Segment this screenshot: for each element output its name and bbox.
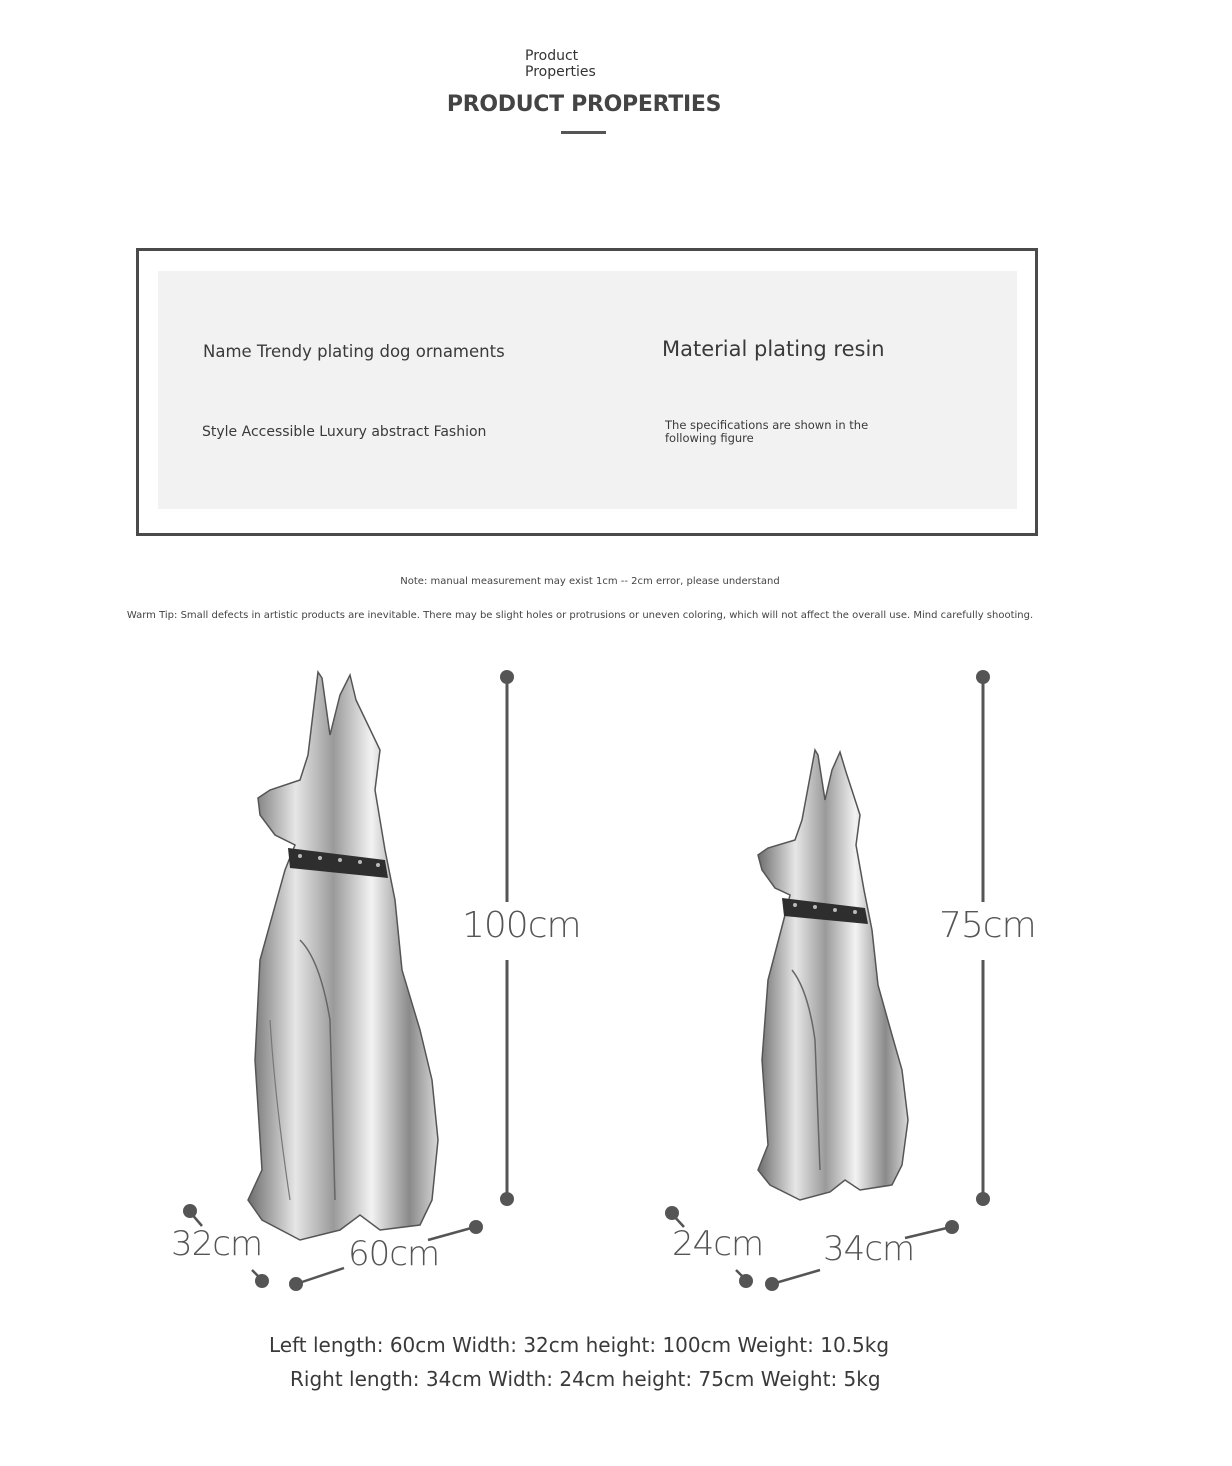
properties-panel — [158, 271, 1017, 509]
left-dog-statue — [248, 672, 438, 1240]
left-width-label: 32cm — [171, 1224, 263, 1264]
right-length-label: 34cm — [823, 1229, 915, 1269]
property-style: Style Accessible Luxury abstract Fashion — [202, 424, 487, 440]
property-name: Name Trendy plating dog ornaments — [203, 342, 505, 361]
page-title: PRODUCT PROPERTIES — [446, 92, 722, 117]
right-width-label: 24cm — [672, 1224, 764, 1264]
warm-tip: Warm Tip: Small defects in artistic products are inevitable. There may be slight holes or protrusions or uneven coloring, which will not affect the overall use. Mind carefully shooting. — [126, 610, 1034, 621]
small-title: Product Properties — [525, 48, 596, 80]
measurement-note: Note: manual measurement may exist 1cm -- 2cm error, please understand — [400, 576, 780, 587]
left-length-label: 60cm — [348, 1234, 440, 1274]
left-height-label: 100cm — [462, 905, 581, 946]
property-spec-note: The specifications are shown in the following figure — [665, 418, 869, 445]
property-material: Material plating resin — [662, 337, 885, 361]
right-dog-statue — [758, 750, 908, 1200]
right-height-label: 75cm — [939, 905, 1036, 946]
product-figure — [0, 640, 1232, 1320]
left-spec-line: Left length: 60cm Width: 32cm height: 100cm Weight: 10.5kg — [269, 1333, 890, 1357]
title-underline — [561, 131, 606, 134]
right-spec-line: Right length: 34cm Width: 24cm height: 75cm Weight: 5kg — [290, 1367, 881, 1391]
